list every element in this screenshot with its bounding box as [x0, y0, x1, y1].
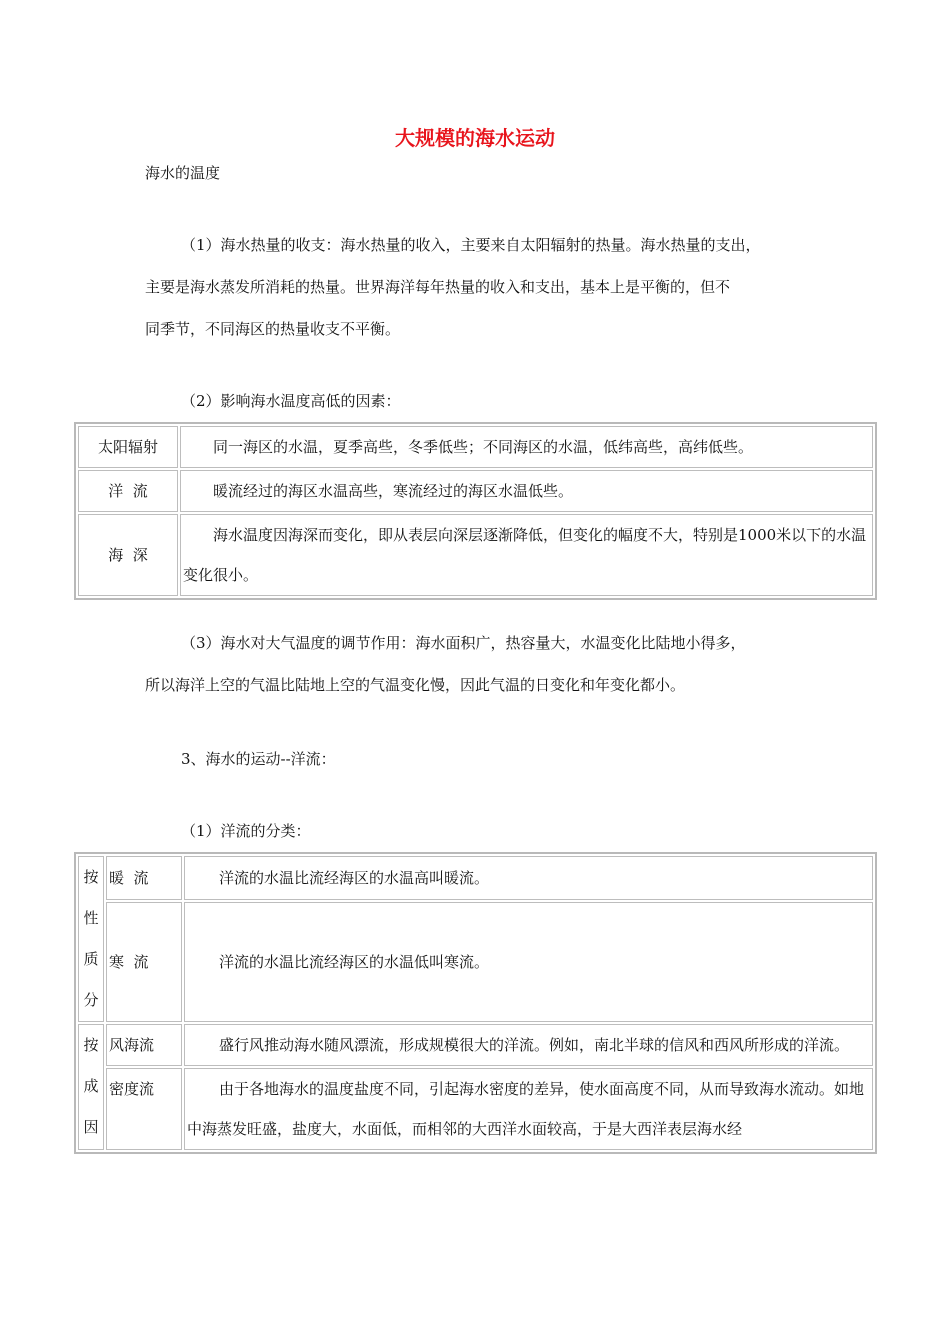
paragraph-currents-heading: 3、海水的运动--洋流： — [181, 750, 336, 768]
group-char: 质 — [83, 950, 99, 968]
group-char: 分 — [83, 991, 99, 1009]
factor-text: 同一海区的水温，夏季高些，冬季低些；不同海区的水温，低纬高些，高纬低些。 — [180, 426, 873, 468]
table-row — [78, 856, 873, 900]
paragraph-factors-heading: （2）影响海水温度高低的因素： — [181, 392, 401, 410]
group-char: 因 — [83, 1118, 99, 1136]
paragraph-classification-heading: （1）洋流的分类： — [181, 822, 311, 840]
paragraph-line: （1）海水热量的收支：海水热量的收入，主要来自太阳辐射的热量。海水热量的支出， — [181, 236, 761, 254]
group-char: 按 — [83, 1036, 99, 1054]
table-row — [78, 1068, 873, 1150]
paragraph-line: 所以海洋上空的气温比陆地上空的气温变化慢，因此气温的日变化和年变化都小。 — [145, 676, 686, 694]
paragraph-regulation — [145, 622, 746, 706]
table-row — [78, 426, 873, 468]
paragraph-line: （3）海水对大气温度的调节作用：海水面积广，热容量大，水温变化比陆地小得多， — [181, 634, 746, 652]
factor-label: 海 深 — [78, 514, 178, 596]
table-row — [78, 514, 873, 596]
group-char: 按 — [83, 868, 99, 886]
page-title: 大规模的海水运动 — [395, 126, 555, 150]
paragraph-line: 同季节，不同海区的热量收支不平衡。 — [145, 320, 401, 338]
current-type-text: 洋流的水温比流经海区的水温低叫寒流。 — [184, 902, 873, 1022]
current-type-label: 风海流 — [106, 1024, 182, 1066]
factor-text: 海水温度因海深而变化，即从表层向深层逐渐降低，但变化的幅度不大，特别是1000米以下的水温变化很小。 — [180, 514, 873, 596]
current-type-label: 暖 流 — [106, 856, 182, 900]
factors-table — [74, 422, 877, 600]
current-type-text: 洋流的水温比流经海区的水温高叫暖流。 — [184, 856, 873, 900]
table-row — [78, 1024, 873, 1066]
paragraph-line: 主要是海水蒸发所消耗的热量。世界海洋每年热量的收入和支出，基本上是平衡的，但不 — [145, 278, 731, 296]
factor-label: 太阳辐射 — [78, 426, 178, 468]
paragraph-heat-budget — [145, 224, 761, 350]
group-by-nature — [78, 856, 104, 1022]
group-char: 性 — [83, 909, 99, 927]
factor-text: 暖流经过的海区水温高些，寒流经过的海区水温低些。 — [180, 470, 873, 512]
table-row — [78, 902, 873, 1022]
group-char: 成 — [83, 1077, 99, 1095]
current-type-label: 寒 流 — [106, 902, 182, 1022]
section-heading: 海水的温度 — [145, 164, 221, 182]
current-type-text: 由于各地海水的温度盐度不同，引起海水密度的差异，使水面高度不同，从而导致海水流动。如地中海蒸发旺盛，盐度大，水面低，而相邻的大西洋水面较高，于是大西洋表层海水经 — [184, 1068, 873, 1150]
table-row — [78, 470, 873, 512]
group-by-cause — [78, 1024, 104, 1150]
classification-table — [74, 852, 877, 1154]
current-type-text: 盛行风推动海水随风漂流，形成规模很大的洋流。例如，南北半球的信风和西风所形成的洋流。 — [184, 1024, 873, 1066]
current-type-label: 密度流 — [106, 1068, 182, 1150]
factor-label: 洋 流 — [78, 470, 178, 512]
